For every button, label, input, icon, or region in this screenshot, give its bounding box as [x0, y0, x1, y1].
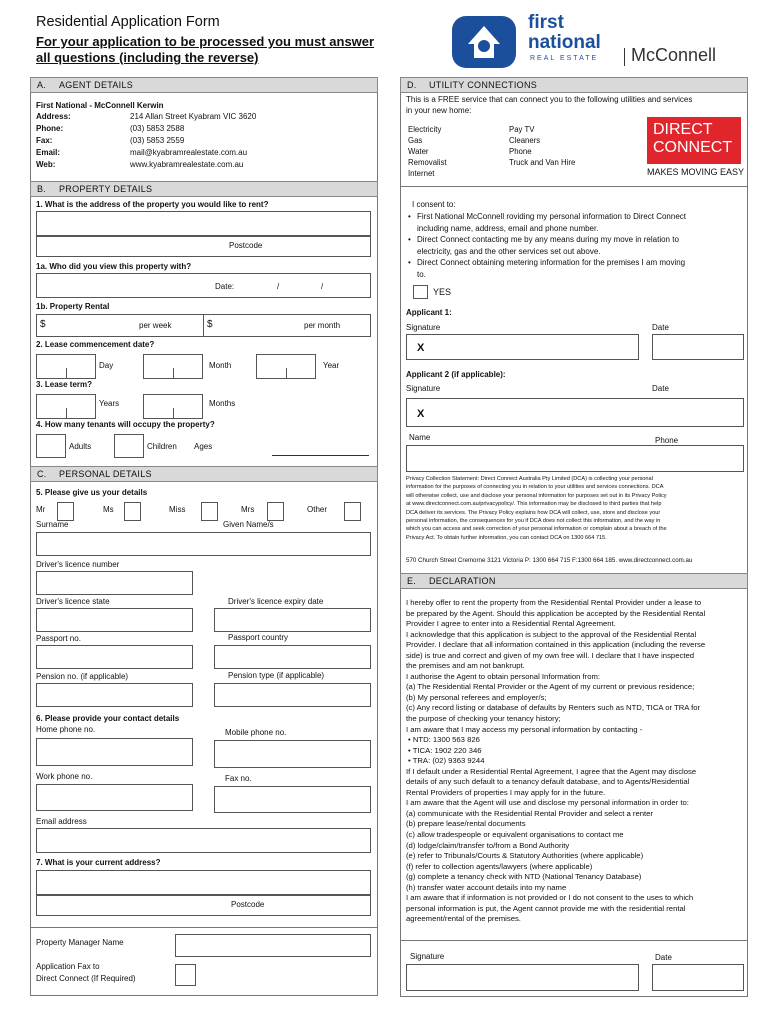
postcode-label: Postcode	[229, 241, 263, 250]
ages-label: Ages	[194, 442, 213, 451]
applicant1-label: Applicant 1:	[406, 308, 452, 317]
applicant1-date-input[interactable]	[652, 334, 744, 360]
utility-divider	[400, 186, 748, 187]
home-phone-input[interactable]	[36, 738, 193, 766]
section-d-header: D. UTILITY CONNECTIONS	[400, 77, 748, 93]
q7-label: 7. What is your current address?	[36, 858, 161, 867]
licence-expiry-label: Driver's licence expiry date	[228, 597, 324, 606]
viewed-with-input[interactable]	[36, 273, 371, 298]
q6-label: 6. Please provide your contact details	[36, 714, 180, 723]
email-label: Email address	[36, 817, 87, 826]
direct-connect-tagline: MAKES MOVING EASY	[647, 167, 745, 177]
direct-connect-logo: DIRECT CONNECT	[647, 117, 741, 164]
brand-divider	[624, 48, 625, 66]
utility-list-col2: Pay TV Cleaners Phone Truck and Van Hire	[509, 125, 576, 167]
current-address-input[interactable]	[36, 870, 371, 895]
passport-number-label: Passport no.	[36, 634, 81, 643]
children-count-input[interactable]	[114, 434, 144, 458]
year-label: Year	[323, 361, 340, 370]
utility-list-col1: Electricity Gas Water Removalist Internet	[408, 125, 447, 178]
section-c-divider	[30, 927, 378, 928]
rent-per-week-input[interactable]	[36, 314, 204, 337]
licence-state-input[interactable]	[36, 608, 193, 632]
licence-number-label: Driver's licence number	[36, 560, 120, 569]
q1b-label: 1b. Property Rental	[36, 302, 110, 311]
dollar-sign: $	[40, 319, 46, 330]
pension-number-input[interactable]	[36, 683, 193, 707]
title-other-label: Other	[307, 505, 328, 514]
left-panel-border	[30, 93, 31, 995]
property-manager-input[interactable]	[175, 934, 371, 957]
title-ms-label: Ms	[103, 505, 114, 514]
month-label: Month	[209, 361, 232, 370]
consent-list: • First National McConnell roviding my personal information to Direct Connect including name, address, email and phone number. • Direct Connect contacting me by any means during my move in relation to electricity, gas and the other services set out above. • Direct Connect obtaining metering information for the premises I am moving to.	[408, 212, 686, 279]
licence-number-input[interactable]	[36, 571, 193, 595]
date-slash-1: /	[277, 282, 280, 291]
brand-logo	[450, 14, 750, 74]
q2-label: 2. Lease commencement date?	[36, 340, 155, 349]
q3-label: 3. Lease term?	[36, 380, 93, 389]
children-label: Children	[147, 442, 177, 451]
pension-type-label: Pension type (if applicable)	[228, 671, 325, 680]
form-subtitle-line2: all questions (including the reverse)	[36, 50, 259, 65]
title-mr-checkbox[interactable]	[57, 502, 74, 521]
left-panel-border-right	[377, 93, 378, 995]
lease-month-input[interactable]	[143, 354, 203, 379]
title-other-checkbox[interactable]	[344, 502, 361, 521]
q1-label: 1. What is the address of the property you would like to rent?	[36, 200, 269, 209]
section-c-header: C. PERSONAL DETAILS	[30, 466, 378, 482]
declaration-text: I hereby offer to rent the property from the Residential Rental Provider under a lease to be prepared by the Agent. Should this application be accepted by the Residential Rental Provider I agree to enter into a Residential Rental Agreement. I acknowledge that this application is subject to the approval of the Residential Rental Provider. I declare that all information contained in this application (including the reverse side) is true and correct and given of my own free will. I declare that I have inspected the premises and am not bankrupt. I authorise the Agent to obtain personal Information from: (a) The Residential Rental Provider or the Agent of my current or previous residence; (b) My personal referees and employer/s; (c) Any record listing or database of defaults by Renters such as NTD, TICA or TRA for the purpose of checking your tenancy history; I am aware that I may access my personal information by contacting - • NTD: 1300 563 826 • TICA: 1902 220 346 • TRA: (02) 9363 9244 If I default under a Residential Rental Agreement, I agree that the Agent may disclose details of any such default to a tenancy default database, and to Agents/Residential Rental Providers of properties I may apply for in the future. I am aware that the Agent will use and disclose my personal information in order to: (a) communicate with the Residential Rental Provider and select a renter (b) prepare lease/rental documents (c) allow tradespeople or equivalent organisations to contact me (d) lodge/claim/transfer to/from a Bond Authority (e) refer to Tribunals/Courts & Statutory Authorities (where applicable) (f) refer to collection agents/lawyers (where applicable) (g) complete a tenancy check with NTD (National Tenancy Database) (h) transfer water account details into my name I am aware that if information is not provided or I do not consent to the uses to which personal information is put, the Agent cannot provide me with the residential rental agreement/rental of the premises.	[406, 598, 706, 924]
applicant2-phone-label: Phone	[655, 436, 679, 445]
applicant2-date-label: Date	[652, 384, 669, 393]
lease-year-input[interactable]	[256, 354, 316, 379]
brand-mcconnell: McConnell	[631, 45, 717, 65]
full-name-input[interactable]	[36, 532, 371, 556]
q1a-label: 1a. Who did you view this property with?	[36, 262, 192, 271]
per-month-label: per month	[304, 321, 341, 330]
declaration-signature-label: Signature	[410, 952, 445, 961]
view-date-label: Date:	[215, 282, 235, 291]
section-a-header: A. AGENT DETAILS	[30, 77, 378, 93]
pension-type-input[interactable]	[214, 683, 371, 707]
applicant1-signature-label: Signature	[406, 323, 441, 332]
applicant1-date-label: Date	[652, 323, 669, 332]
mobile-phone-label: Mobile phone no.	[225, 728, 287, 737]
privacy-statement: Privacy Collection Statement: Direct Connect Australia Pty Limited (DCA) is collecting your personal information for the purposes of connecting you in relation to your utilities and services connections. DCA will otherwise collect, use and disclose your personal information for purposes set out in its Privacy Policy at www.directconnect.com.au/privacypolicy/. This information may be disclosed to third parties that help DCA deliver its services. The Privacy Policy explains how DCA will collect, use, store and disclose your personal information, the consequences for you if DCA does not collect this information, and the way in which you can access and seek correction of your personal information or complain about a breach of the Privacy Act. To obtain further information, you can contact DCA on 1300 664 715.	[406, 476, 667, 541]
q4-label: 4. How many tenants will occupy the property?	[36, 420, 215, 429]
title-mr-label: Mr	[36, 505, 46, 514]
per-week-label: per week	[139, 321, 172, 330]
fax-input[interactable]	[214, 786, 371, 813]
applicant2-signature-label: Signature	[406, 384, 441, 393]
signature-x-mark: X	[417, 408, 425, 420]
work-phone-label: Work phone no.	[36, 772, 93, 781]
passport-country-input[interactable]	[214, 645, 371, 669]
applicant1-signature-input[interactable]	[406, 334, 639, 360]
brand-national: national	[528, 32, 601, 53]
lease-day-input[interactable]	[36, 354, 96, 379]
first-national-emblem-icon	[450, 14, 518, 70]
date-slash-2: /	[321, 282, 324, 291]
lease-years-input[interactable]	[36, 394, 96, 419]
adults-count-input[interactable]	[36, 434, 66, 458]
applicant2-label: Applicant 2 (if applicable):	[406, 370, 506, 379]
dollar-sign: $	[207, 319, 213, 330]
property-manager-label: Property Manager Name	[36, 938, 124, 947]
rent-per-month-input[interactable]	[203, 314, 371, 337]
title-miss-label: Miss	[169, 505, 186, 514]
declaration-date-label: Date	[655, 953, 672, 962]
adults-label: Adults	[69, 442, 92, 451]
applicant2-name-label: Name	[409, 433, 431, 442]
applicant2-signature-input[interactable]	[406, 398, 744, 427]
brand-first: first	[528, 12, 564, 33]
surname-label: Surname	[36, 520, 69, 529]
pension-number-label: Pension no. (if applicable)	[36, 672, 129, 681]
brand-tagline: REAL ESTATE	[530, 55, 599, 62]
fax-direct-connect-checkbox[interactable]	[175, 964, 196, 986]
months-label: Months	[209, 399, 236, 408]
applicant2-name-phone-input[interactable]	[406, 445, 744, 472]
email-input[interactable]	[36, 828, 371, 853]
right-panel-bottom	[400, 996, 748, 997]
title-miss-checkbox[interactable]	[201, 502, 218, 521]
ages-line[interactable]	[272, 455, 369, 456]
right-panel-border-right	[747, 93, 748, 996]
years-label: Years	[99, 399, 120, 408]
title-mrs-checkbox[interactable]	[267, 502, 284, 521]
direct-connect-contact: 570 Church Street Cremorne 3121 Victoria P: 1300 664 715 F:1300 664 185. www.directconnect.com.au	[406, 557, 693, 564]
day-label: Day	[99, 361, 114, 370]
right-panel-border	[400, 93, 401, 996]
fax-label: Fax no.	[225, 774, 252, 783]
licence-state-label: Driver's licence state	[36, 597, 110, 606]
licence-expiry-input[interactable]	[214, 608, 371, 632]
property-address-input[interactable]	[36, 211, 371, 236]
section-e-header: E. DECLARATION	[400, 573, 748, 589]
consent-yes-label: YES	[433, 287, 452, 297]
agency-name: First National - McConnell Kerwin	[36, 101, 164, 110]
consent-yes-checkbox[interactable]	[413, 285, 428, 299]
current-postcode-row[interactable]	[36, 895, 371, 916]
given-names-label: Given Name/s	[223, 520, 274, 529]
title-ms-checkbox[interactable]	[124, 502, 141, 521]
left-panel-bottom	[30, 995, 378, 996]
section-b-header: B. PROPERTY DETAILS	[30, 181, 378, 197]
postcode-label: Postcode	[231, 900, 265, 909]
work-phone-input[interactable]	[36, 784, 193, 811]
declaration-signature-input[interactable]	[406, 964, 639, 991]
declaration-divider	[400, 940, 748, 941]
form-subtitle-line1: For your application to be processed you must answer	[36, 34, 375, 49]
passport-number-input[interactable]	[36, 645, 193, 669]
consent-intro: I consent to:	[412, 200, 456, 209]
fax-direct-connect-line2: Direct Connect (If Required)	[36, 974, 136, 983]
fax-direct-connect-line1: Application Fax to	[36, 962, 100, 971]
property-postcode-row[interactable]	[36, 236, 371, 257]
utility-intro-line2: in your new home:	[406, 106, 472, 115]
utility-intro-line1: This is a FREE service that can connect you to the following utilities and services	[406, 95, 693, 104]
declaration-date-input[interactable]	[652, 964, 744, 991]
form-title: Residential Application Form	[36, 14, 220, 30]
signature-x-mark: X	[417, 342, 425, 354]
passport-country-label: Passport country	[228, 633, 289, 642]
title-mrs-label: Mrs	[241, 505, 255, 514]
q5-label: 5. Please give us your details	[36, 488, 148, 497]
mobile-phone-input[interactable]	[214, 740, 371, 768]
lease-months-input[interactable]	[143, 394, 203, 419]
home-phone-label: Home phone no.	[36, 725, 96, 734]
